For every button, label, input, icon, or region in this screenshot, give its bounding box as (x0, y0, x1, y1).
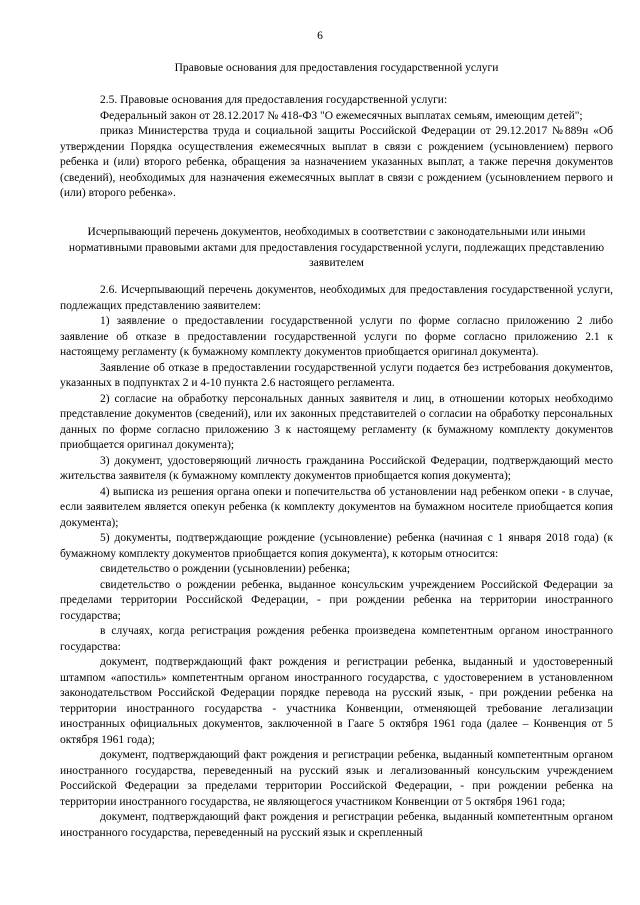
paragraph: Заявление об отказе в предоставлении государственной услуги подается без истребования документов, указанных в подпунктах 2 и 4-10 пункта 2.6 настоящего регламента. (60, 361, 613, 389)
paragraph: 5) документы, подтверждающие рождение (усыновление) ребенка (начиная с 1 января 2018 года) (к бумажному комплекту документов приобщается копия документа), к которым относится: (60, 532, 613, 560)
section-heading-legal-basis: Правовые основания для предоставления государственной услуги (174, 62, 499, 74)
paragraph: документ, подтверждающий факт рождения и регистрации ребенка, выданный компетентным органом иностранного государства, переведенный на русский язык и легализованный консульским учреждением Российской Федерации за пределами территории Российской Федерации, - при рождении ребенка на территории иностранного государства, не являющегося участником Конвенции от 5 октября 1961 года; (60, 749, 613, 808)
section-heading-documents: Исчерпывающий перечень документов, необходимых в соответствии с законодательными или иными нормативными правовыми актами для предоставления государственной услуги, подлежащих представлению заявителем (68, 226, 605, 269)
paragraph: свидетельство о рождении (усыновлении) ребенка; (100, 563, 351, 575)
paragraph: документ, подтверждающий факт рождения и регистрации ребенка, выданный и удостоверенный штампом «апостиль» компетентным органом иностранного государства, с удостоверением в установленном законодательством Российской Федерации порядке перевода на русский язык, - при рождении ребенка на территории иностранного государства - участника Конвенции, отменяющей требование легализации иностранных официальных документов, заключенной в Гааге 5 октября 1961 года (далее – Конвенция от 5 октября 1961 года); (60, 656, 613, 746)
paragraph: 3) документ, удостоверяющий личность гражданина Российской Федерации, подтверждающий место жительства заявителя (к бумажному комплекту документов приобщается копия документа); (60, 454, 613, 482)
paragraph: 2) согласие на обработку персональных данных заявителя и лиц, в отношении которых необходимо представление документов (сведений), или их законных представителей о согласии на обработку персональных данных по форме согласно приложению 3 к настоящему регламенту (к бумажному комплекту документов приобщается оригинал документа); (60, 392, 613, 451)
section-legal-basis-body (60, 93, 613, 202)
section-documents-body (60, 283, 613, 841)
paragraph: 2.6. Исчерпывающий перечень документов, необходимых для предоставления государственной услуги, подлежащих представлению заявителем: (60, 284, 613, 312)
page-number: 6 (317, 30, 323, 42)
paragraph: свидетельство о рождении ребенка, выданное консульским учреждением Российской Федерации за пределами территории Российской Федерации, - при рождении ребенка на территории иностранного государства; (60, 578, 613, 622)
paragraph: 4) выписка из решения органа опеки и попечительства об установлении над ребенком опеки - в случае, если заявителем является опекун ребенка (к комплекту документов на бумажном носителе приобщается копия документа); (60, 485, 613, 529)
paragraph: Федеральный закон от 28.12.2017 № 418-ФЗ "О ежемесячных выплатах семьям, имеющим детей"; (100, 109, 583, 122)
paragraph: документ, подтверждающий факт рождения и регистрации ребенка, выданный компетентным органом иностранного государства, переведенный на русский язык и скрепленный (60, 811, 613, 839)
paragraph: 2.5. Правовые основания для предоставления государственной услуги: (100, 94, 448, 106)
paragraph: 1) заявление о предоставлении государственной услуги по форме согласно приложению 2 либо заявление об отказе в предоставлении государственной услуги по форме согласно приложению 2.1 к настоящему регламенту (к бумажному комплекту документов приобщается оригинал документа). (60, 315, 613, 358)
paragraph: в случаях, когда регистрация рождения ребенка произведена компетентным органом иностранного государства: (60, 625, 613, 653)
paragraph: приказ Министерства труда и социальной защиты Российской Федерации от 29.12.2017 №889н «Об утверждении Порядка осуществления ежемесячных выплат в связи с рождением (усыновлением) первого ребенка и (или) второго ребенка, обращения за назначением указанных выплат, а также перечня документов (сведений), необходимых для назначения ежемесячных выплат в связи с рождением (усыновлением первого и (или) второго ребенка». (60, 125, 613, 199)
